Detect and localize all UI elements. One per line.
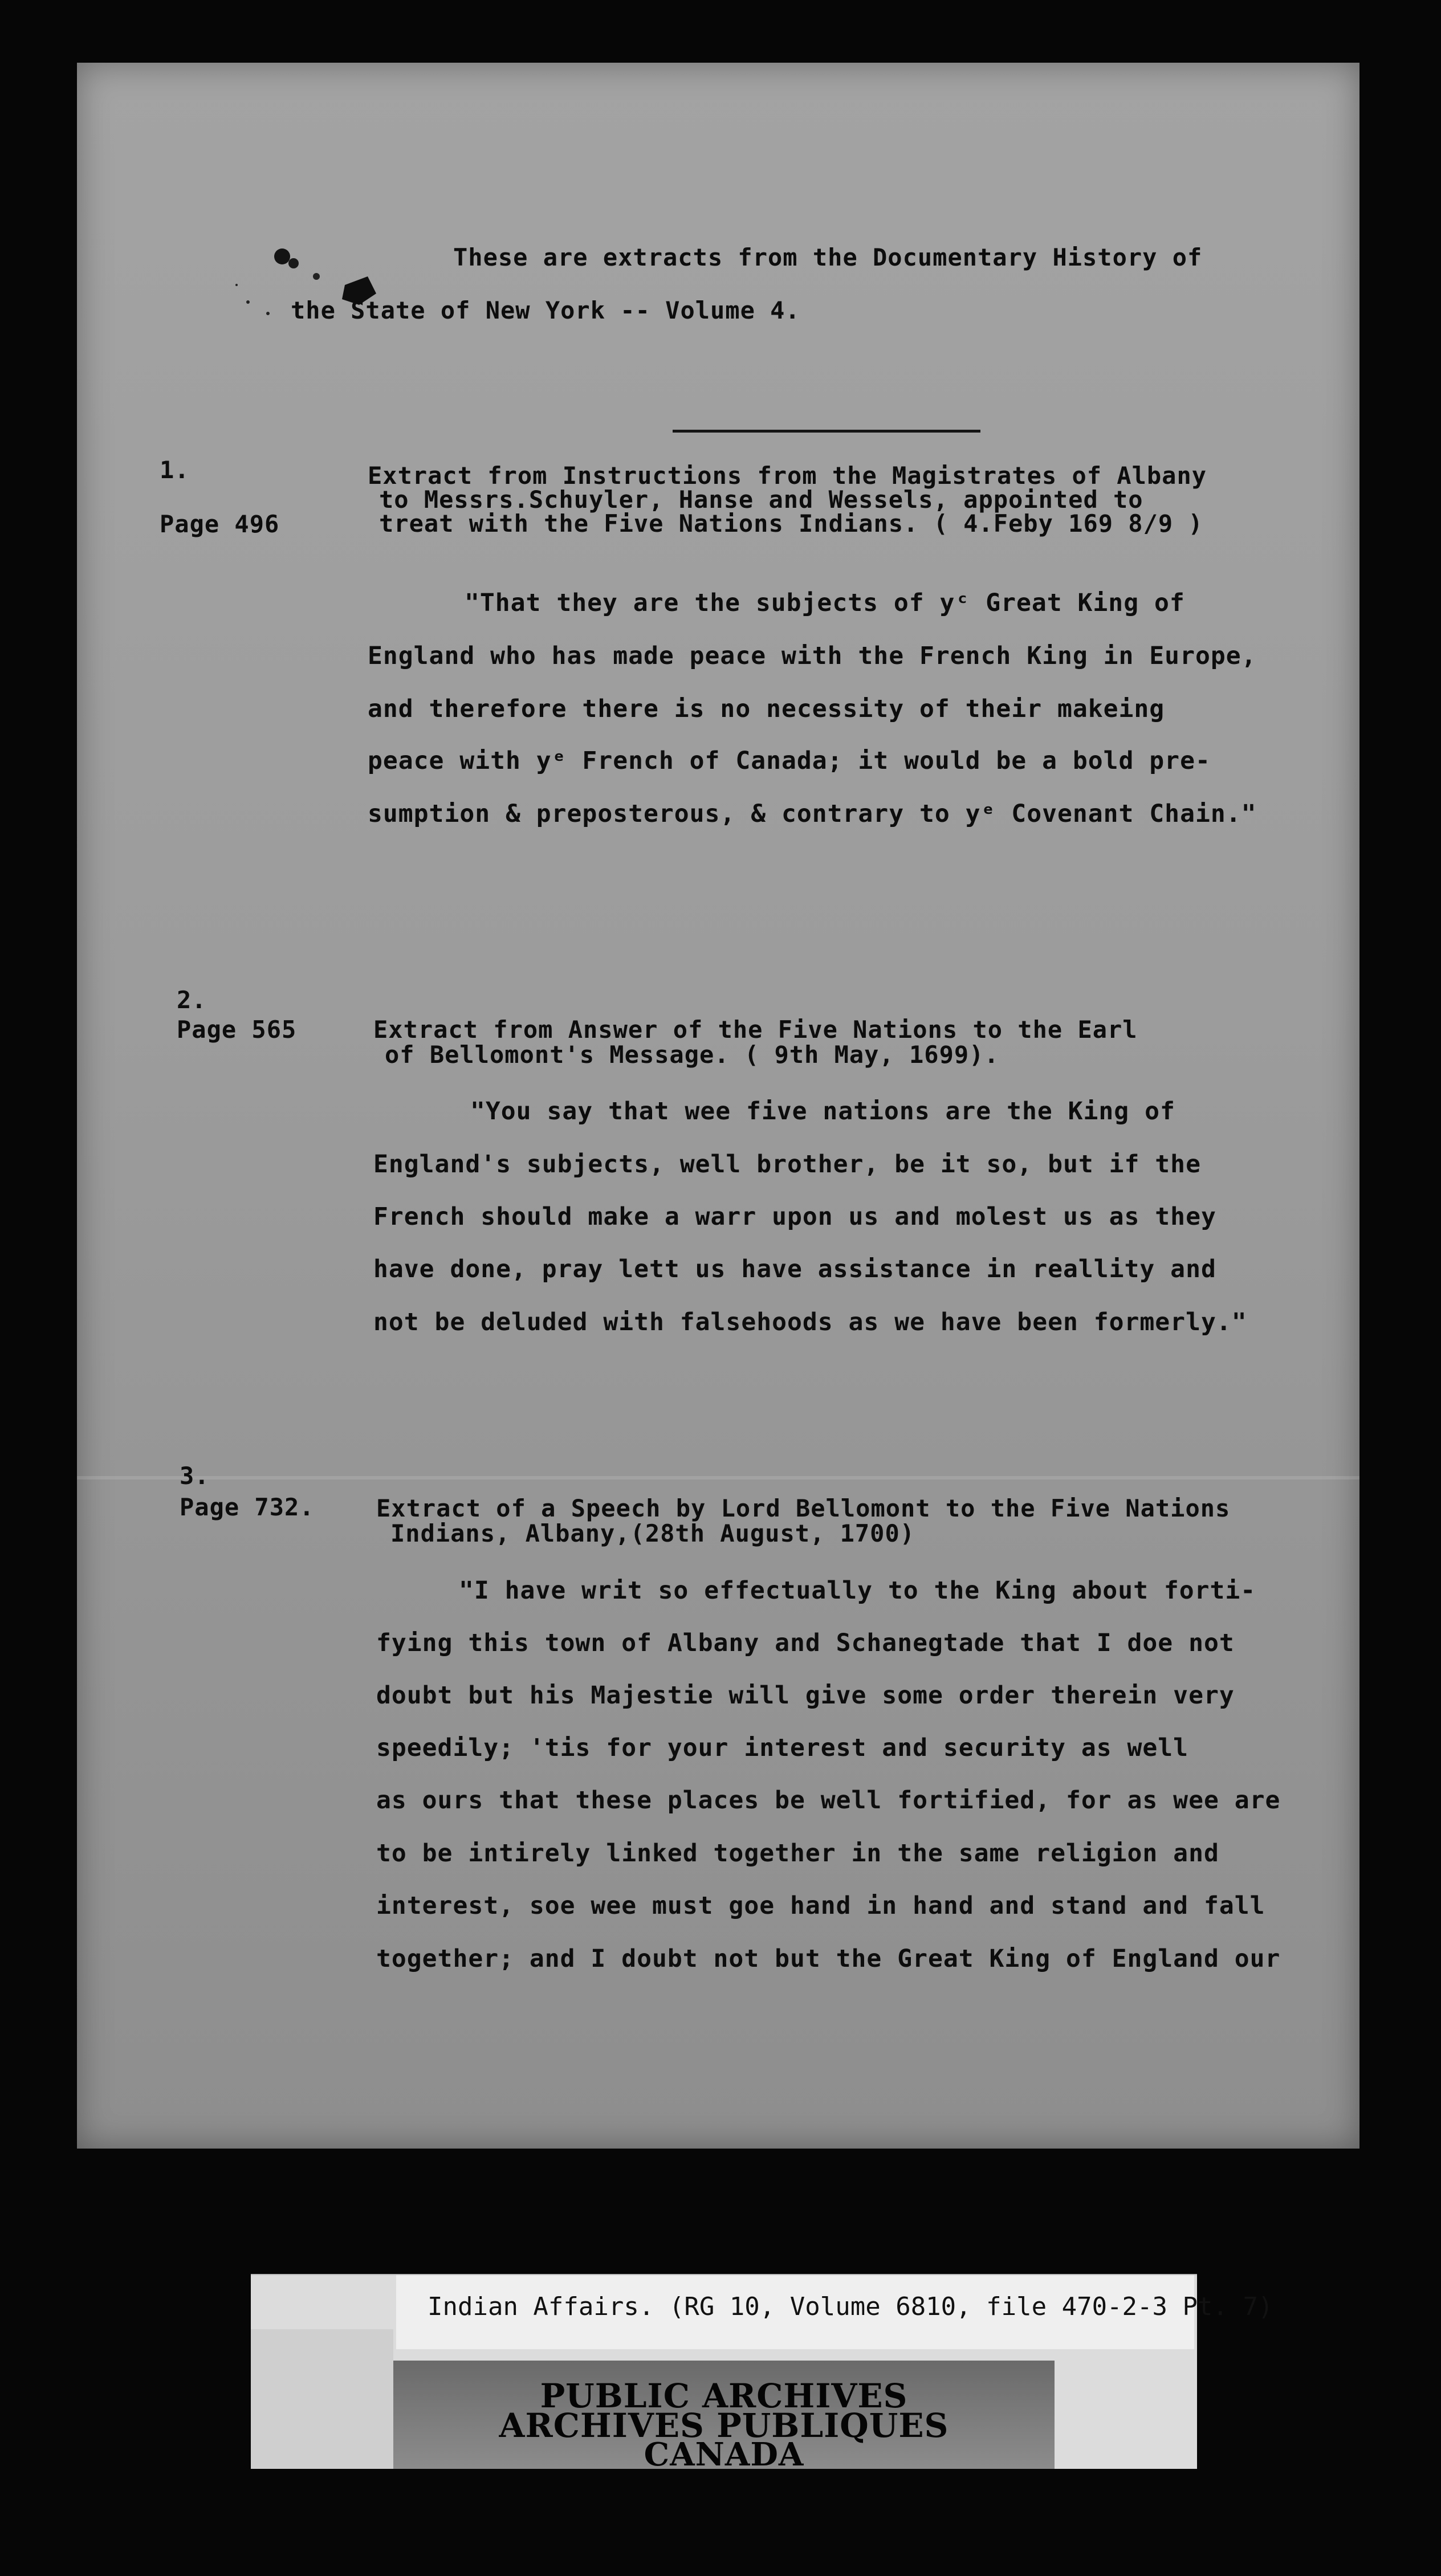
header-line-2: the State of New York -- Volume 4. (291, 296, 800, 324)
extract-3-number: 3. (180, 1462, 210, 1490)
archives-line-1: PUBLIC ARCHIVES (540, 2377, 908, 2415)
extract-2-heading-2: of Bellomont's Message. ( 9th May, 1699). (385, 1041, 999, 1069)
extract-1-page: Page 496 (160, 510, 280, 538)
extract-1-heading-1: Extract from Instructions from the Magistrates of Albany (368, 462, 1207, 490)
extract-1-body-5: sumption & preposterous, & contrary to yᵉ Covenant Chain." (368, 800, 1257, 828)
extract-1-body-4: peace with yᵉ French of Canada; it would be a bold pre- (368, 747, 1211, 775)
extract-1-heading-2: to Messrs.Schuyler, Hanse and Wessels, appointed to (379, 486, 1143, 513)
typed-page (77, 63, 1359, 2149)
extract-2-number: 2. (177, 986, 207, 1014)
extract-3-body-5: as ours that these places be well fortified, for as wee are (376, 1786, 1281, 1815)
extract-3-body-1: "I have writ so effectually to the King about forti- (459, 1576, 1256, 1605)
extract-2-body-3: French should make a warr upon us and molest us as they (373, 1203, 1216, 1231)
extract-3-body-8: together; and I doubt not but the Great King of England our (376, 1945, 1281, 1973)
extract-2-body-2: England's subjects, well brother, be it so, but if the (373, 1150, 1201, 1179)
label-edge (251, 2329, 393, 2469)
extract-1-body-3: and therefore there is no necessity of their makeing (368, 695, 1165, 723)
page-fold (77, 1476, 1359, 1479)
reference-card (396, 2275, 1273, 2349)
extract-3-body-3: doubt but his Majestie will give some order therein very (376, 1681, 1235, 1710)
archives-line-3: CANADA (644, 2436, 804, 2473)
archives-line-2: ARCHIVES PUBLIQUES (499, 2406, 949, 2445)
archives-stamp (393, 2361, 1055, 2473)
extract-1-body-2: England who has made peace with the French King in Europe, (368, 642, 1257, 670)
extract-3-body-7: interest, soe wee must goe hand in hand and stand and fall (376, 1892, 1265, 1920)
extract-3-body-4: speedily; 'tis for your interest and security as well (376, 1734, 1189, 1762)
extract-3-heading-1: Extract of a Speech by Lord Bellomont to the Five Nations (376, 1494, 1231, 1522)
extract-3-page: Page 732. (180, 1493, 315, 1521)
header-divider (673, 430, 980, 433)
extract-3-body-2: fying this town of Albany and Schanegtade that I doe not (376, 1629, 1235, 1657)
archive-label (251, 2274, 1273, 2473)
extract-1-body-1: "That they are the subjects of yᶜ Great King of (465, 589, 1185, 617)
extract-3-heading-2: Indians, Albany,(28th August, 1700) (390, 1519, 915, 1547)
header-line-1: These are extracts from the Documentary History of (453, 243, 1203, 271)
extract-2-page: Page 565 (177, 1016, 297, 1044)
extract-1-number: 1. (160, 456, 190, 484)
extract-1-heading-3: treat with the Five Nations Indians. ( 4.Feby 169 8/9 ) (379, 510, 1203, 537)
archive-reference: Indian Affairs. (RG 10, Volume 6810, file 470-2-3 Pt. 7) (428, 2292, 1273, 2321)
extract-2-heading-1: Extract from Answer of the Five Nations to the Earl (373, 1016, 1138, 1044)
extract-3-body-6: to be intirely linked together in the same religion and (376, 1839, 1219, 1868)
extract-2-body-5: not be deluded with falsehoods as we have been formerly." (373, 1308, 1247, 1336)
extract-2-body-1: "You say that wee five nations are the King of (470, 1097, 1175, 1126)
extract-2-body-4: have done, pray lett us have assistance in reallity and (373, 1255, 1216, 1283)
